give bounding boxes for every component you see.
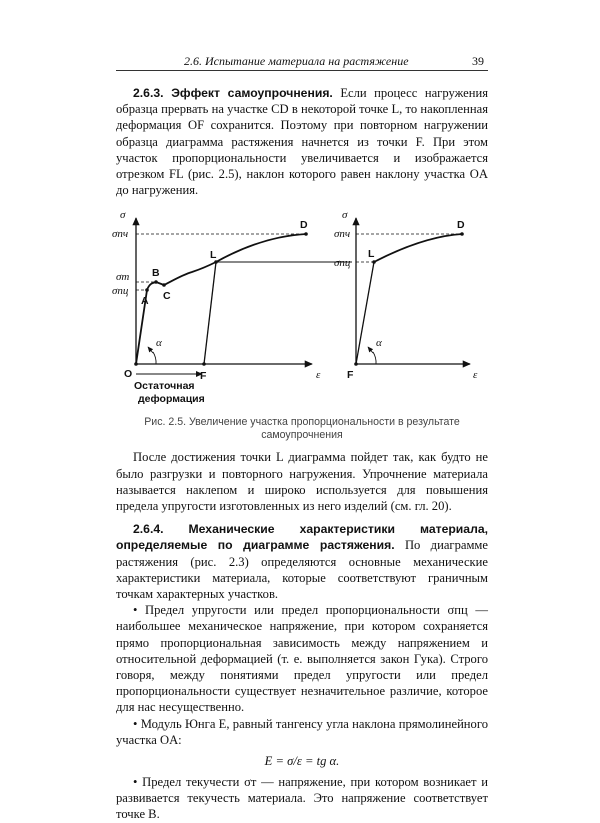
right-point-D <box>460 233 464 237</box>
left-point-A <box>145 289 149 293</box>
right-alpha-arrow <box>368 347 373 353</box>
left-sigma-t-label: σт <box>116 271 130 284</box>
right-line-fl <box>356 262 374 364</box>
right-diagram <box>334 209 478 381</box>
left-label-B: B <box>152 267 160 280</box>
right-alpha-label: α <box>376 337 382 350</box>
left-label-C: C <box>163 290 171 303</box>
right-sigma-pts-label: σпц <box>334 257 351 270</box>
page <box>112 52 488 823</box>
section-2-6-4-text: По диаграмме растяжения (рис. 2.3) определяются основные механические характеристики материала, которые соответствуют граничным точкам характерных участков. <box>116 538 488 602</box>
right-label-L: L <box>368 248 375 261</box>
left-sigma-pts-label: σпц <box>112 285 129 298</box>
section-2-6-4 <box>116 521 488 602</box>
left-label-A: A <box>141 295 149 308</box>
left-point-F <box>202 363 206 367</box>
bullet-elastic-limit: • Предел упругости или предел пропорциональности σпц — наибольшее механическое напряжение, при котором сохраняется прямо пропорциональная зависимость между напряжением и относительной деформацией (т. е. выполняется закон Гука). Строго говоря, между понятиями предел упругости или предел пропорциональности существует незначительное различие, которое для нас несущественно. <box>116 603 488 715</box>
section-2-6-4-heading: 2.6.4. Механические характеристики материала, определяемые по диаграмме растяжения. <box>116 522 488 553</box>
right-alpha-arc <box>373 352 376 364</box>
residual-label-line2: деформация <box>138 393 205 406</box>
paragraph-after-figure: После достижения точки L диаграмма пойдет так, как будто не было разгрузки и повторного нагружения. Упрочнение материала называется наклепом и широко используется для повышения предела упругости изготовленных из него изделий (см. гл. 20). <box>116 450 488 514</box>
left-sigma-pch-label: σпч <box>112 228 129 241</box>
right-curve-ld <box>374 234 462 262</box>
bullet-yield-strength: • Предел текучести σт — напряжение, при котором возникает и развивается текучесть материала. Это напряжение соответствует точке B. <box>116 775 488 822</box>
left-unload-line-fl <box>204 262 216 364</box>
residual-label-line1: Остаточная <box>134 380 195 393</box>
right-sigma-pch-label: σпч <box>334 228 351 241</box>
running-header <box>116 52 488 71</box>
figure-2-5 <box>112 206 488 412</box>
left-alpha-label: α <box>156 337 162 350</box>
header-title: 2.6. Испытание материала на растяжение <box>184 54 409 68</box>
figure-2-5-diagram <box>112 206 488 412</box>
left-label-O: O <box>124 368 133 381</box>
left-diagram <box>112 209 352 405</box>
right-point-F <box>354 363 358 367</box>
section-2-6-3-text: Если процесс нагружения образца прервать на участке CD в некоторой точке L, то накопленная деформация OF сохранится. Поэтому при повторном нагружении образца диаграмма растяжения начнется из точки F. При этом участок пропорциональности увеличивается и изображается отрезком FL (рис. 2.5), наклон которого равен наклону участка OA до нагружения. <box>116 86 488 198</box>
left-point-C <box>162 284 166 288</box>
bullet-young-modulus: • Модуль Юнга E, равный тангенсу угла наклона прямолинейного участка OA: <box>116 716 488 747</box>
left-alpha-arc <box>153 352 156 364</box>
right-label-F: F <box>347 369 354 382</box>
right-sigma-label: σ <box>342 209 348 222</box>
young-modulus-formula: E = σ/ε = tg α. <box>264 754 340 769</box>
left-point-D <box>304 233 308 237</box>
left-eps-label: ε <box>316 369 321 382</box>
page-number: 39 <box>472 54 484 68</box>
left-label-F: F <box>200 370 207 383</box>
left-point-O <box>134 363 138 367</box>
left-label-D: D <box>300 219 308 232</box>
left-alpha-arrow <box>148 347 153 353</box>
section-2-6-3 <box>116 85 488 198</box>
left-sigma-label: σ <box>120 209 126 222</box>
right-label-D: D <box>457 219 465 232</box>
right-eps-label: ε <box>473 369 478 382</box>
right-point-L <box>372 261 376 265</box>
section-2-6-3-heading: 2.6.3. Эффект самоупрочнения. <box>133 86 333 100</box>
left-label-L: L <box>210 249 217 262</box>
left-point-B <box>154 281 158 285</box>
figure-caption: Рис. 2.5. Увеличение участка пропорциональности в результате самоупрочнения <box>144 416 460 442</box>
